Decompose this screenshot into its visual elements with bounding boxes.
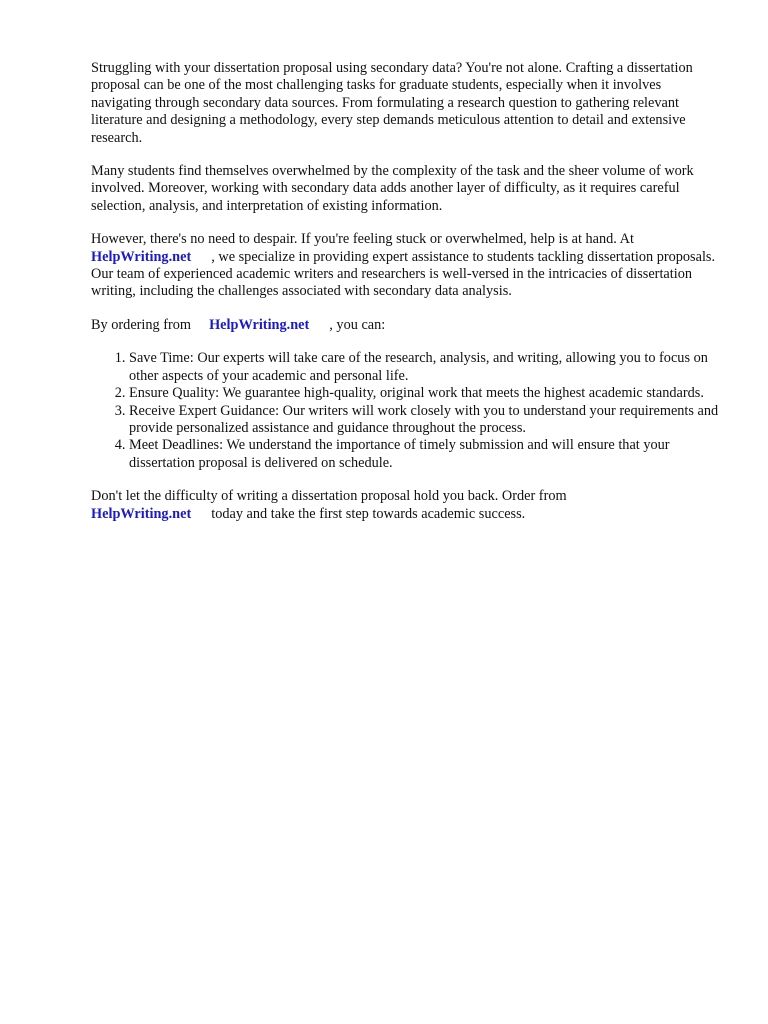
ordering-paragraph: [91, 317, 721, 334]
closing-paragraph: [91, 488, 721, 523]
document-page: [91, 60, 721, 539]
helpwriting-link[interactable]: HelpWriting.net: [209, 316, 310, 333]
closing-text-before: Don't let the difficulty of writing a dissertation proposal hold you back. Order from: [91, 488, 567, 505]
helpwriting-link[interactable]: HelpWriting.net: [91, 505, 192, 522]
benefits-list: [91, 350, 721, 472]
closing-text-after: today and take the first step towards academic success.: [211, 505, 526, 522]
helpwriting-link[interactable]: HelpWriting.net: [91, 248, 192, 265]
list-item: 1. Save Time: Our experts will take care of the research, analysis, and writing, allowing you to focus on other aspects of your academic and personal life.: [129, 350, 721, 385]
ordering-text-before: By ordering from: [91, 316, 192, 333]
intro-paragraph: Struggling with your dissertation proposal using secondary data? You're not alone. Crafting a dissertation proposal can be one of the most challenging tasks for graduate students, especially when it involves navigating through secondary data sources. From formulating a research question to gathering relevant literature and designing a methodology, every step demands meticulous attention to detail and extensive research.: [91, 60, 693, 146]
assistance-text-after: , we specialize in providing expert assistance to students tackling dissertation proposals. Our team of experienced academic writers and researchers is well-versed in the intricacies of dissertation writing, including the challenges associated with secondary data analysis.: [91, 248, 716, 300]
overwhelmed-paragraph: Many students find themselves overwhelmed by the complexity of the task and the sheer volume of work involved. Moreover, working with secondary data adds another layer of difficulty, as it requires careful selection, analysis, and interpretation of existing information.: [91, 163, 694, 214]
list-item: 4. Meet Deadlines: We understand the importance of timely submission and will ensure that your dissertation proposal is delivered on schedule.: [129, 437, 721, 472]
list-item: 3. Receive Expert Guidance: Our writers will work closely with you to understand your requirements and provide personalized assistance and guidance throughout the process.: [129, 403, 721, 438]
assistance-paragraph: [91, 231, 721, 301]
list-item: 2. Ensure Quality: We guarantee high-quality, original work that meets the highest academic standards.: [129, 385, 721, 402]
ordering-text-after: , you can:: [329, 316, 386, 333]
assistance-text-before: However, there's no need to despair. If you're feeling stuck or overwhelmed, help is at hand. At: [91, 231, 634, 248]
